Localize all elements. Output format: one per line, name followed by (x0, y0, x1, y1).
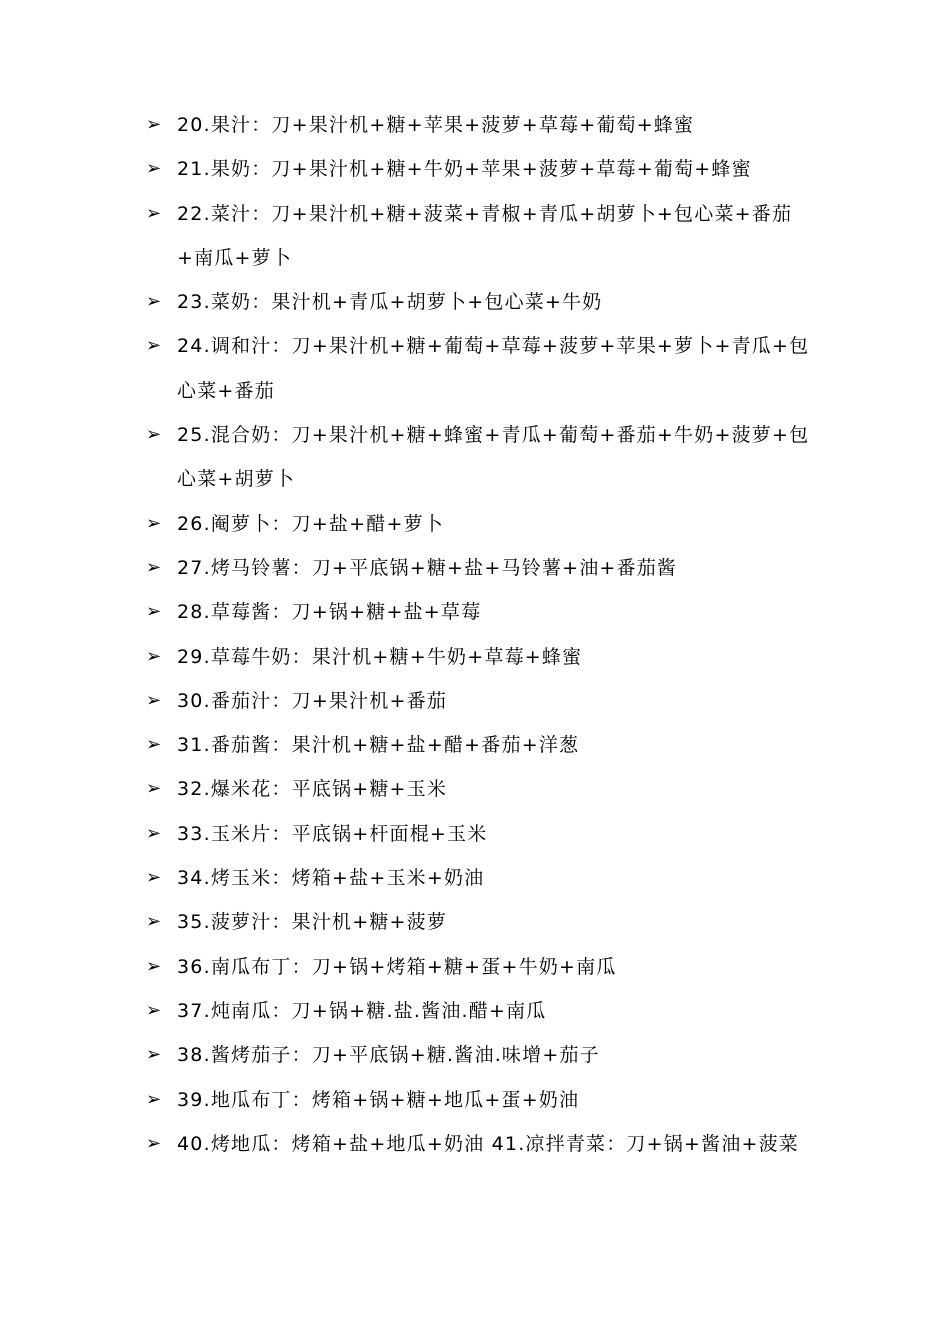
list-item (146, 1122, 818, 1166)
arrow-bullet-icon: ➢ (146, 1132, 162, 1154)
list-item-text: 35.菠萝汁：果汁机+糖+菠萝 (177, 911, 448, 934)
list-item (146, 502, 818, 546)
list-item-text: 32.爆米花：平底锅+糖+玉米 (177, 778, 448, 801)
arrow-bullet-icon: ➢ (146, 1088, 162, 1110)
list-item (146, 812, 818, 856)
arrow-bullet-icon: ➢ (146, 689, 162, 711)
list-item-text: 21.果奶：刀+果汁机+糖+牛奶+苹果+菠萝+草莓+葡萄+蜂蜜 (177, 158, 752, 181)
arrow-bullet-icon: ➢ (146, 158, 162, 180)
arrow-bullet-icon: ➢ (146, 291, 162, 313)
list-item (146, 546, 818, 590)
list-item (146, 1078, 818, 1122)
arrow-bullet-icon: ➢ (146, 734, 162, 756)
list-item (146, 900, 818, 944)
list-item-text: 29.草莓牛奶：果汁机+糖+牛奶+草莓+蜂蜜 (177, 645, 583, 668)
list-item-text: 38.酱烤茄子：刀+平底锅+糖.酱油.味增+茄子 (177, 1044, 600, 1067)
list-item-text: 34.烤玉米：烤箱+盐+玉米+奶油 (177, 867, 485, 890)
list-item-text: 25.混合奶：刀+果汁机+糖+蜂蜜+青瓜+葡萄+番茄+牛奶+菠萝+包心菜+胡萝卜 (177, 424, 810, 491)
list-item (146, 590, 818, 634)
list-item-text: 31.番茄酱：果汁机+糖+盐+醋+番茄+洋葱 (177, 734, 580, 757)
list-item-text: 23.菜奶：果汁机+青瓜+胡萝卜+包心菜+牛奶 (177, 291, 603, 314)
arrow-bullet-icon: ➢ (146, 601, 162, 623)
arrow-bullet-icon: ➢ (146, 911, 162, 933)
list-item-text: 33.玉米片：平底锅+杆面棍+玉米 (177, 822, 488, 845)
arrow-bullet-icon: ➢ (146, 999, 162, 1021)
list-item (146, 856, 818, 900)
list-item (146, 413, 818, 502)
arrow-bullet-icon: ➢ (146, 1044, 162, 1066)
list-item (146, 989, 818, 1033)
list-item-text: 26.阉萝卜：刀+盐+醋+萝卜 (177, 512, 444, 535)
list-item (146, 767, 818, 811)
list-item (146, 192, 818, 281)
arrow-bullet-icon: ➢ (146, 424, 162, 446)
arrow-bullet-icon: ➢ (146, 556, 162, 578)
list-item (146, 280, 818, 324)
arrow-bullet-icon: ➢ (146, 778, 162, 800)
arrow-bullet-icon: ➢ (146, 512, 162, 534)
list-item (146, 679, 818, 723)
list-item (146, 147, 818, 191)
list-item-text: 36.南瓜布丁：刀+锅+烤箱+糖+蛋+牛奶+南瓜 (177, 955, 617, 978)
list-item (146, 324, 818, 413)
arrow-bullet-icon: ➢ (146, 335, 162, 357)
list-item-text: 40.烤地瓜：烤箱+盐+地瓜+奶油 41.凉拌青菜：刀+锅+酱油+菠菜 (177, 1132, 799, 1155)
list-item-text: 22.菜汁：刀+果汁机+糖+菠菜+青椒+青瓜+胡萝卜+包心菜+番茄+南瓜+萝卜 (177, 202, 793, 269)
arrow-bullet-icon: ➢ (146, 955, 162, 977)
list-item (146, 723, 818, 767)
list-item-text: 20.果汁：刀+果汁机+糖+苹果+菠萝+草莓+葡萄+蜂蜜 (177, 114, 695, 136)
list-item-text: 30.番茄汁：刀+果汁机+番茄 (177, 689, 448, 712)
list-item (146, 1033, 818, 1077)
recipe-list (146, 103, 818, 1166)
list-item-text: 24.调和汁：刀+果汁机+糖+葡萄+草莓+菠萝+苹果+萝卜+青瓜+包心菜+番茄 (177, 335, 810, 402)
list-item-text: 28.草莓酱：刀+锅+糖+盐+草莓 (177, 601, 482, 624)
list-item-text: 39.地瓜布丁：烤箱+锅+糖+地瓜+蛋+奶油 (177, 1088, 580, 1111)
list-item (146, 945, 818, 989)
list-item (146, 103, 818, 147)
list-item-text: 37.炖南瓜：刀+锅+糖.盐.酱油.醋+南瓜 (177, 999, 547, 1022)
arrow-bullet-icon: ➢ (146, 867, 162, 889)
arrow-bullet-icon: ➢ (146, 114, 162, 135)
arrow-bullet-icon: ➢ (146, 202, 162, 224)
list-item-text: 27.烤马铃薯：刀+平底锅+糖+盐+马铃薯+油+番茄酱 (177, 556, 678, 579)
arrow-bullet-icon: ➢ (146, 645, 162, 667)
arrow-bullet-icon: ➢ (146, 822, 162, 844)
list-item (146, 635, 818, 679)
